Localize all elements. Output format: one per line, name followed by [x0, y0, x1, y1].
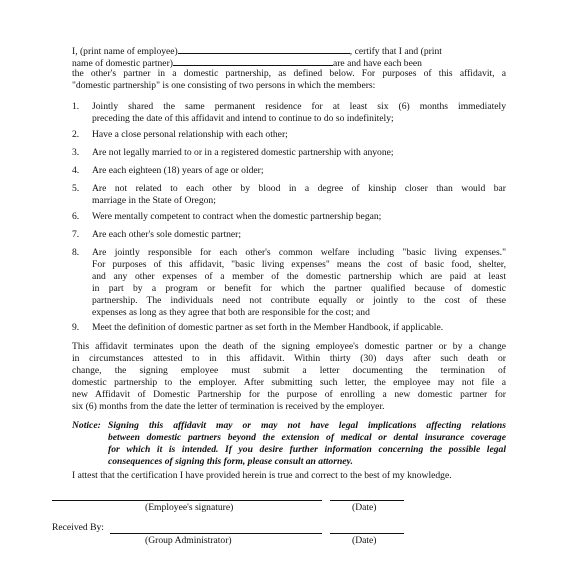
list-item: [92, 229, 506, 241]
item-text-line: in part by a program or benefit for which the partner qualified because of domestic: [92, 283, 506, 294]
item-text-line: Are each eighteen (18) years of age or older;: [92, 165, 264, 176]
intro-line-3: the other's partner in a domestic partnership, as defined below. For purposes of this affidavit, a: [72, 68, 506, 79]
list-item: [92, 101, 506, 125]
termination-line: new Affidavit of Domestic Partnership for the purpose of enrolling a new domestic partner for: [72, 389, 506, 400]
item-text-line: Have a close personal relationship with each other;: [92, 129, 288, 140]
item-number: 6.: [72, 211, 80, 222]
date-line-1[interactable]: [330, 500, 404, 501]
item-number: 8.: [72, 247, 80, 258]
item-number: 5.: [72, 183, 80, 194]
notice-line: for which it is intended. If you desire further information concerning the possible legal: [108, 444, 506, 455]
date-caption-1: (Date): [352, 502, 377, 513]
notice-line: between domestic partners beyond the extension of medical or dental insurance coverage: [108, 432, 506, 443]
item-text-line: partnership. The individuals need not contribute equally or jointly to the cost of these: [92, 295, 506, 306]
date-line-2[interactable]: [330, 533, 404, 534]
item-text-line: Meet the definition of domestic partner as set forth in the Member Handbook, if applicable.: [92, 322, 444, 333]
list-item: [92, 165, 506, 177]
item-number: 2.: [72, 129, 80, 140]
item-text-line: preceding the date of this affidavit and intend to continue to do so indefinitely;: [92, 113, 394, 124]
item-number: 1.: [72, 101, 80, 112]
item-number: 7.: [72, 229, 80, 240]
employee-signature-caption: (Employee's signature): [145, 502, 234, 513]
intro-partner-text: are and have each been: [332, 58, 422, 69]
item-text-line: Are not related to each other by blood in a degree of kinship closer than would bar: [92, 183, 506, 194]
termination-line: in circumstances attested to in this affidavit. Within thirty (30) days after such death or: [72, 353, 506, 364]
intro-line-4: "domestic partnership" is one consisting of two persons in which the members:: [72, 80, 376, 91]
partner-name-blank[interactable]: [173, 56, 333, 66]
item-number: 9.: [72, 322, 80, 333]
termination-line: This affidavit terminates upon the death of the signing employee's domestic partner or by a change: [72, 341, 506, 352]
item-text-line: For purposes of this affidavit, "basic living expenses" means the cost of basic food, shelter,: [92, 259, 506, 270]
intro-employee-name-label: I, (print name of employee): [72, 46, 178, 57]
item-text-line: Jointly shared the same permanent residence for at least six (6) months immediately: [92, 101, 506, 112]
list-item: [92, 322, 506, 334]
received-by-label: Received By:: [52, 522, 104, 533]
termination-line: six (6) months from the date the letter of termination is received by the employer.: [72, 401, 385, 412]
notice-line: consequences of signing this form, please consult an attorney.: [108, 456, 353, 467]
notice-label: Notice:: [72, 420, 101, 431]
attest-statement: I attest that the certification I have provided herein is true and correct to the best of my knowledge.: [72, 470, 452, 481]
list-item: [92, 147, 506, 159]
termination-line: domestic partnership to the employer. After submitting such letter, the employee may not file a: [72, 377, 506, 388]
termination-line: change, the signing employee must submit a letter documenting the termination of: [72, 365, 506, 376]
item-text-line: and any other expenses of a member of the domestic partnership which are paid at least: [92, 271, 506, 282]
item-text-line: Were mentally competent to contract when the domestic partnership began;: [92, 211, 382, 222]
list-item: [92, 129, 506, 141]
list-item: [92, 183, 506, 207]
notice-text: [108, 420, 506, 468]
item-text-line: Are each other's sole domestic partner;: [92, 229, 242, 240]
item-number: 3.: [72, 147, 80, 158]
intro-partner-name-label: name of domestic partner): [72, 58, 173, 69]
item-text-line: Are jointly responsible for each other's common welfare including "basic living expenses.": [92, 247, 506, 258]
termination-paragraph: [72, 341, 506, 413]
item-text-line: expenses as long as they agree that both are responsible for the cost; and: [92, 307, 370, 318]
item-text-line: Are not legally married to or in a registered domestic partnership with anyone;: [92, 147, 394, 158]
group-administrator-line[interactable]: [110, 533, 322, 534]
list-item: [92, 247, 506, 319]
employee-name-blank[interactable]: [178, 44, 350, 54]
notice-line: Signing this affidavit may or may not have legal implications affecting relations: [108, 420, 506, 431]
list-item: [92, 211, 506, 223]
item-number: 4.: [72, 165, 80, 176]
group-administrator-caption: (Group Administrator): [145, 535, 232, 546]
intro-certify-text: , certify that I and (print: [349, 46, 442, 57]
item-text-line: marriage in the State of Oregon;: [92, 195, 216, 206]
date-caption-2: (Date): [352, 535, 377, 546]
employee-signature-line[interactable]: [52, 500, 322, 501]
